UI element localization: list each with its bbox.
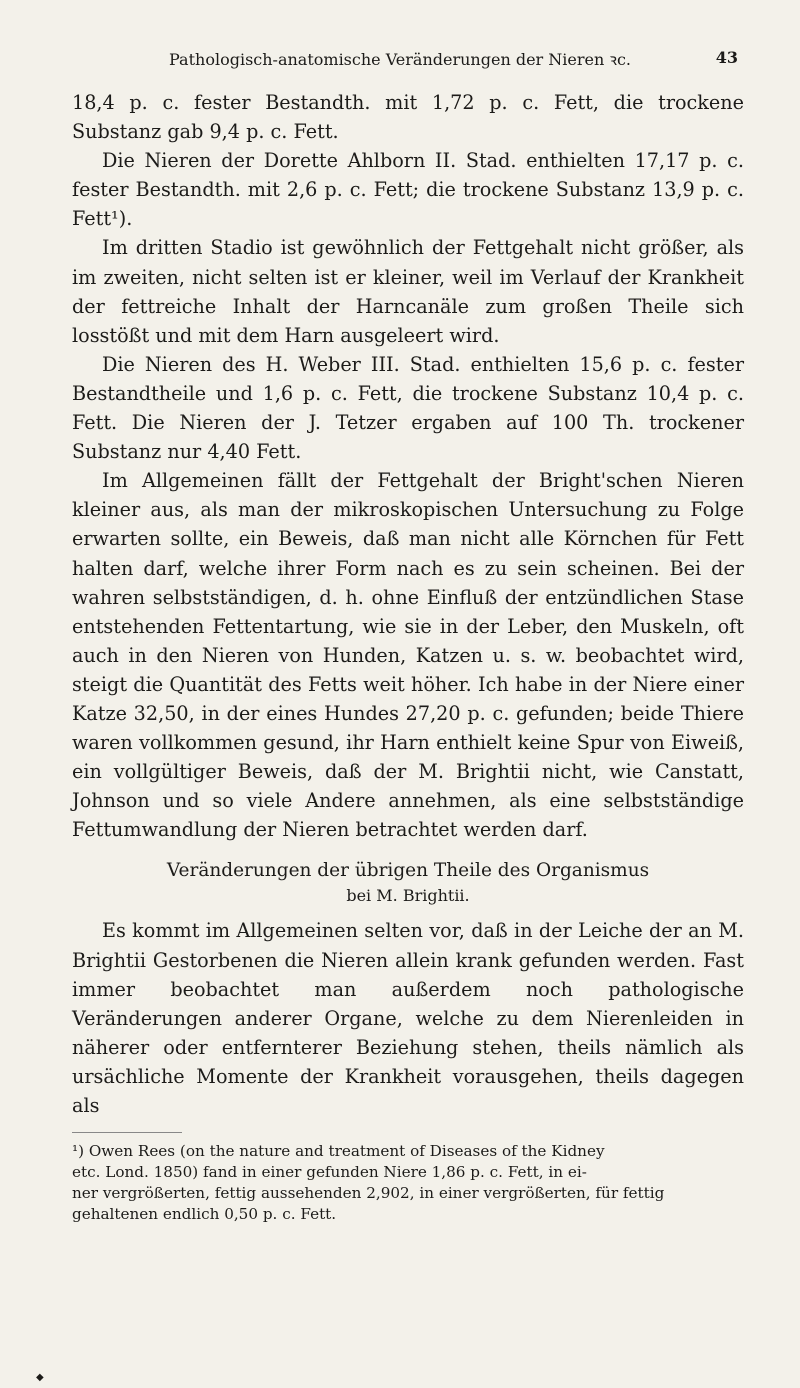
section-heading: [72, 858, 744, 908]
paragraph-2: Die Nieren der Dorette Ahlborn II. Stad. enthielten 17,17 p. c. fester Bestandth. mit 2,6 p. c. Fett; die trockene Substanz 13,9 p. c. Fett¹).: [72, 149, 744, 231]
footnote-line-4: gehaltenen endlich 0,50 p. c. Fett.: [72, 1205, 337, 1224]
page-number: 43: [715, 48, 738, 67]
footnote-line-2: etc. Lond. 1850) fand in einer gefunden Niere 1,86 p. c. Fett, in ei-: [72, 1163, 587, 1182]
footnote-rule: [72, 1132, 182, 1133]
page-mark-glyph: ◆: [36, 1372, 44, 1383]
body-text: [72, 88, 744, 1225]
paragraph-5: Im Allgemeinen fällt der Fettgehalt der Bright'schen Nieren kleiner aus, als man der mikroskopischen Untersuchung zu Folge erwarten sollte, ein Beweis, daß man nicht alle Körnchen für Fett halten darf, welche ihrer Form nach es zu sein scheinen. Bei der wahren selbstständigen, d. h. ohne Einfluß der entzündlichen Stase entstehenden Fettentartung, wie sie in der Leber, den Muskeln, oft auch in den Nieren von Hunden, Katzen u. s. w. beobachtet wird, steigt die Quantität des Fetts weit höher. Ich habe in der Niere einer Katze 32,50, in der eines Hundes 27,20 p. c. gefunden; beide Thiere waren vollkommen gesund, ihr Harn enthielt keine Spur von Eiweiß, ein vollgültiger Beweis, daß der M. Brightii nicht, wie Canstatt, Johnson und so viele Andere annehmen, als eine selbstständige Fettumwandlung der Nieren betrachtet werden darf.: [72, 469, 744, 842]
running-head: [0, 48, 800, 74]
footnote: [72, 1141, 744, 1225]
footnote-line-3: ner vergrößerten, fettig aussehenden 2,902, in einer vergrößerten, für fettig: [72, 1184, 665, 1203]
paragraph-6: Es kommt im Allgemeinen selten vor, daß in der Leiche der an M. Brightii Gestorbenen die Nieren allein krank gefunden werden. Fast immer beobachtet man außerdem noch pathologische Veränderungen anderer Organe, welche zu dem Nierenleiden in näherer oder entfernterer Beziehung stehen, theils nämlich als ursächliche Momente der Krankheit vorausgehen, theils dagegen als: [72, 919, 744, 1117]
section-heading-subtitle: bei M. Brightii.: [346, 886, 470, 906]
paragraph-1: 18,4 p. c. fester Bestandth. mit 1,72 p. c. Fett, die trockene Substanz gab 9,4 p. c. Fett.: [72, 91, 744, 144]
running-title: Pathologisch-anatomische Veränderungen der Nieren ꝛc.: [169, 50, 631, 69]
footnote-line-1: ¹) Owen Rees (on the nature and treatment of Diseases of the Kidney: [72, 1142, 605, 1161]
paragraph-3: Im dritten Stadio ist gewöhnlich der Fettgehalt nicht größer, als im zweiten, nicht selten ist er kleiner, weil im Verlauf der Krankheit der fettreiche Inhalt der Harncanäle zum großen Theile sich losstößt und mit dem Harn ausgeleert wird.: [72, 236, 744, 347]
paragraph-4: Die Nieren des H. Weber III. Stad. enthielten 15,6 p. c. fester Bestandtheile und 1,6 p. c. Fett, die trockene Substanz 10,4 p. c. Fett. Die Nieren der J. Tetzer ergaben auf 100 Th. trockener Substanz nur 4,40 Fett.: [72, 352, 744, 464]
section-heading-title: Veränderungen der übrigen Theile des Organismus: [166, 860, 650, 882]
